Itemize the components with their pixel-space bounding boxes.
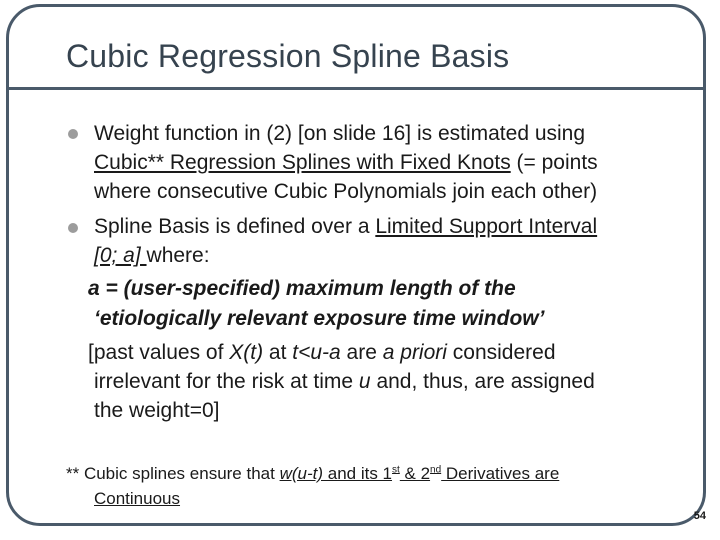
definition-line2: ‘etiologically relevant exposure time window’ (94, 307, 545, 330)
title-divider (6, 87, 703, 90)
bullet-dot (68, 129, 78, 139)
note-line3: the weight=0] (94, 399, 220, 422)
page-number: 54 (693, 510, 706, 522)
note-line2: irrelevant for the risk at time u and, thus, are assigned (94, 370, 595, 393)
bullet2-line2: [0; a] where: (94, 244, 210, 267)
footnote-line1: ** Cubic splines ensure that w(u-t) and its 1st & 2nd Derivatives are (66, 464, 560, 483)
footnote-line2: Continuous (94, 489, 181, 508)
bullet1-line3: where consecutive Cubic Polynomials join each other) (94, 180, 598, 203)
bullet-dot (68, 223, 78, 233)
bullet1-line1: Weight function in (2) [on slide 16] is estimated using (94, 122, 586, 145)
bullet1-line2: Cubic** Regression Splines with Fixed Knots (= points (94, 151, 598, 174)
note-line1: [past values of X(t) at t<u-a are a priori considered (88, 341, 556, 364)
definition-line1: a = (user-specified) maximum length of the (88, 277, 516, 300)
slide-title: Cubic Regression Spline Basis (66, 38, 510, 74)
bullet2-line1: Spline Basis is defined over a Limited Support Interval (94, 215, 598, 238)
